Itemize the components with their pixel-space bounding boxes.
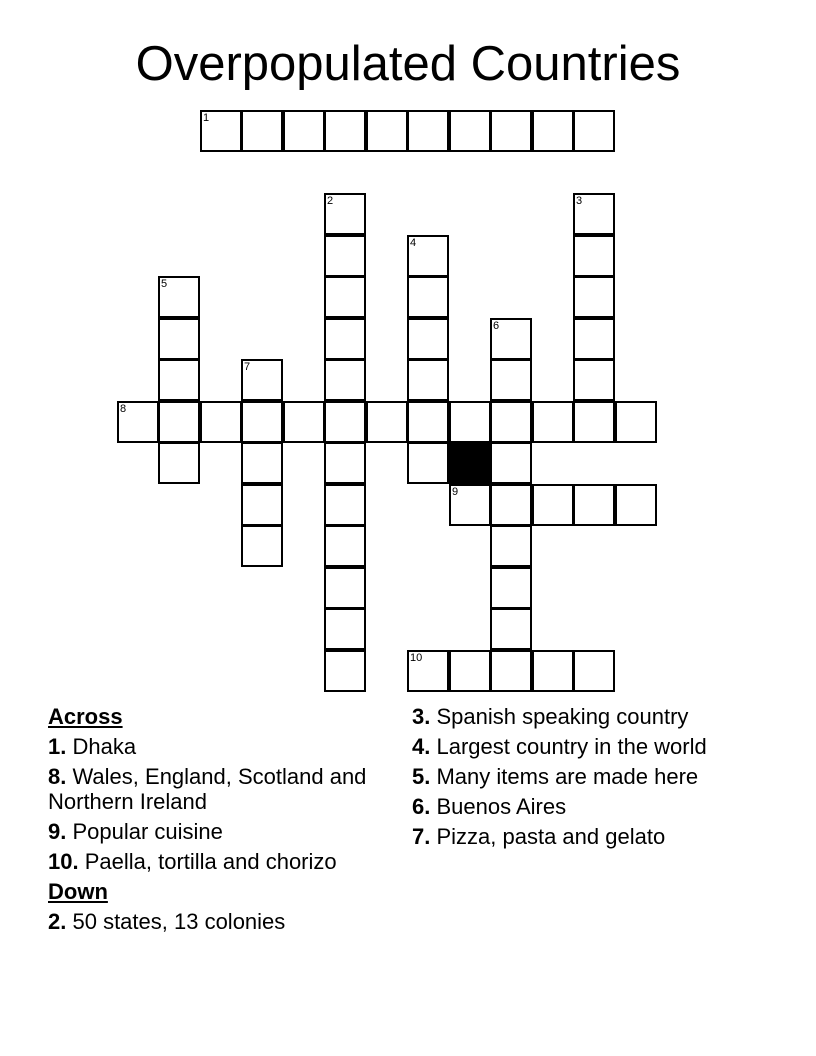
grid-cell[interactable] xyxy=(532,650,574,692)
grid-cell[interactable] xyxy=(324,359,366,401)
grid-cell[interactable] xyxy=(324,401,366,443)
blocked-cell xyxy=(449,442,491,484)
grid-cell[interactable] xyxy=(324,442,366,484)
clue-number: 4 xyxy=(410,237,417,249)
grid-cell[interactable] xyxy=(324,484,366,526)
clue-across-8: 8. Wales, England, Scotland and Northern Ireland xyxy=(48,764,367,814)
grid-cell[interactable] xyxy=(158,318,200,360)
grid-cell[interactable] xyxy=(490,525,532,567)
grid-cell[interactable] xyxy=(573,650,615,692)
grid-cell[interactable] xyxy=(241,484,283,526)
grid-cell[interactable] xyxy=(324,276,366,318)
grid-cell[interactable] xyxy=(283,110,325,152)
clue-number: 1 xyxy=(203,112,210,124)
grid-cell[interactable] xyxy=(158,276,200,318)
grid-cell[interactable] xyxy=(241,401,283,443)
grid-cell[interactable] xyxy=(573,318,615,360)
grid-cell[interactable] xyxy=(490,401,532,443)
grid-cell[interactable] xyxy=(407,650,449,692)
clue-across-10: 10. Paella, tortilla and chorizo xyxy=(48,849,337,874)
grid-cell[interactable] xyxy=(241,442,283,484)
grid-cell[interactable] xyxy=(324,525,366,567)
grid-cell[interactable] xyxy=(449,110,491,152)
grid-cell[interactable] xyxy=(407,318,449,360)
grid-cell[interactable] xyxy=(490,484,532,526)
grid-cell[interactable] xyxy=(532,484,574,526)
grid-cell[interactable] xyxy=(283,401,325,443)
clue-number: 9 xyxy=(452,486,459,498)
grid-cell[interactable] xyxy=(324,193,366,235)
grid-cell[interactable] xyxy=(449,650,491,692)
grid-cell[interactable] xyxy=(573,110,615,152)
grid-cell[interactable] xyxy=(532,110,574,152)
grid-cell[interactable] xyxy=(573,276,615,318)
grid-cell[interactable] xyxy=(407,110,449,152)
clues-column-right xyxy=(412,704,757,854)
grid-cell[interactable] xyxy=(241,359,283,401)
clue-across-9: 9. Popular cuisine xyxy=(48,819,223,844)
clue-down-2: 2. 50 states, 13 colonies xyxy=(48,909,286,934)
grid-cell[interactable] xyxy=(615,401,657,443)
grid-cell[interactable] xyxy=(324,608,366,650)
grid-cell[interactable] xyxy=(573,359,615,401)
grid-cell[interactable] xyxy=(158,442,200,484)
grid-cell[interactable] xyxy=(490,608,532,650)
grid-cell[interactable] xyxy=(324,110,366,152)
clues-column-left xyxy=(48,704,393,939)
grid-cell[interactable] xyxy=(407,442,449,484)
grid-cell[interactable] xyxy=(407,276,449,318)
clue-down-7: 7. Pizza, pasta and gelato xyxy=(412,824,666,849)
down-heading: Down xyxy=(48,879,108,904)
grid-cell[interactable] xyxy=(241,110,283,152)
grid-cell[interactable] xyxy=(200,401,242,443)
clue-number: 7 xyxy=(244,361,251,373)
clue-number: 3 xyxy=(576,195,583,207)
grid-cell[interactable] xyxy=(490,318,532,360)
across-heading: Across xyxy=(48,704,123,729)
grid-cell[interactable] xyxy=(200,110,242,152)
grid-cell[interactable] xyxy=(407,359,449,401)
clue-down-5: 5. Many items are made here xyxy=(412,764,699,789)
grid-cell[interactable] xyxy=(158,359,200,401)
grid-cell[interactable] xyxy=(241,525,283,567)
grid-cell[interactable] xyxy=(407,235,449,277)
grid-cell[interactable] xyxy=(573,193,615,235)
grid-cell[interactable] xyxy=(573,484,615,526)
grid-cell[interactable] xyxy=(449,484,491,526)
clue-number: 2 xyxy=(327,195,334,207)
clue-number: 5 xyxy=(161,278,168,290)
page-title: Overpopulated Countries xyxy=(135,37,681,91)
grid-cell[interactable] xyxy=(324,235,366,277)
grid-cell[interactable] xyxy=(158,401,200,443)
grid-cell[interactable] xyxy=(490,442,532,484)
grid-cell[interactable] xyxy=(407,401,449,443)
clue-down-3: 3. Spanish speaking country xyxy=(412,704,689,729)
grid-cell[interactable] xyxy=(615,484,657,526)
grid-cell[interactable] xyxy=(324,318,366,360)
clue-number: 6 xyxy=(493,320,500,332)
grid-cell[interactable] xyxy=(117,401,159,443)
grid-cell[interactable] xyxy=(490,359,532,401)
grid-cell[interactable] xyxy=(324,567,366,609)
grid-cell[interactable] xyxy=(449,401,491,443)
clue-number: 10 xyxy=(410,652,423,664)
grid-cell[interactable] xyxy=(366,110,408,152)
grid-cell[interactable] xyxy=(490,650,532,692)
grid-cell[interactable] xyxy=(366,401,408,443)
grid-cell[interactable] xyxy=(490,110,532,152)
grid-cell[interactable] xyxy=(532,401,574,443)
clue-number: 8 xyxy=(120,403,127,415)
grid-cell[interactable] xyxy=(573,401,615,443)
grid-cell[interactable] xyxy=(490,567,532,609)
grid-cell[interactable] xyxy=(573,235,615,277)
clue-across-1: 1. Dhaka xyxy=(48,734,137,759)
clue-down-6: 6. Buenos Aires xyxy=(412,794,567,819)
grid-cell[interactable] xyxy=(324,650,366,692)
clue-down-4: 4. Largest country in the world xyxy=(412,734,707,759)
